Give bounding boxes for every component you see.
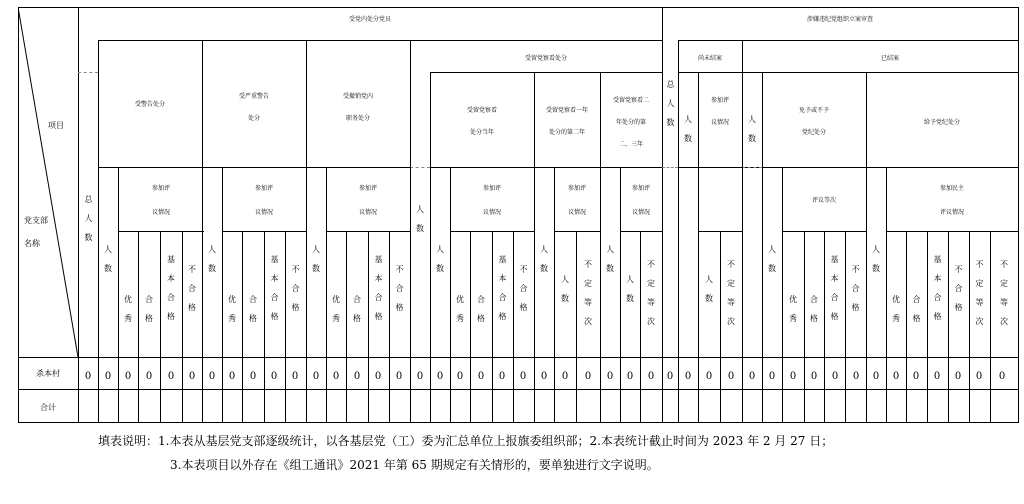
excellent-label: 优 秀	[124, 295, 132, 323]
probation-later-2: 年处分的第	[615, 119, 646, 126]
unqualified-label: 不 合 格	[519, 265, 528, 312]
cell-value: 0	[912, 371, 920, 382]
qualified-label: 合 格	[145, 295, 153, 323]
count-label: 人 数	[872, 245, 880, 273]
header-line	[554, 231, 600, 232]
total-count-label: 总 人 数	[84, 195, 93, 242]
cell-value: 0	[498, 371, 506, 382]
cell-value: 0	[933, 371, 941, 382]
header-line	[98, 167, 410, 168]
cell-value: 0	[208, 371, 216, 382]
row-label-total: 合计	[40, 403, 56, 412]
header-line	[678, 167, 1018, 168]
cell-value: 0	[456, 371, 464, 382]
probation-later-3: 二、三年	[618, 141, 643, 148]
fill-note-line-2: 3.本表项目以外存在《组工通讯》2021 年第 65 期规定有关情形的，要单独进行文字说明。	[170, 458, 659, 472]
diag-bottom-label-1: 党支部	[24, 216, 48, 225]
cell-value: 0	[975, 371, 983, 382]
basic-label: 基 本 合 格	[374, 255, 383, 321]
cell-value: 0	[561, 371, 569, 382]
unqualified-label: 不 合 格	[395, 265, 404, 312]
count-label: 人 数	[416, 205, 424, 233]
eval-header-2: 议情况	[254, 209, 273, 216]
removal-header-1: 受撤销党内	[342, 93, 373, 100]
cell-value: 0	[167, 371, 175, 382]
cell-value: 0	[666, 371, 674, 382]
probation-second-1: 受留党察看一年	[545, 107, 588, 114]
diag-top-label: 项目	[48, 121, 64, 130]
cell-value: 0	[584, 371, 592, 382]
not-graded-label: 不 定 等 次	[1000, 260, 1008, 326]
excellent-label: 优 秀	[892, 295, 900, 323]
cell-value: 0	[998, 371, 1006, 382]
count-label: 人 数	[104, 245, 112, 273]
cell-value: 0	[647, 371, 655, 382]
count-label: 人 数	[606, 245, 614, 273]
cell-value: 0	[872, 371, 880, 382]
participated-header-1: 参加民主	[939, 185, 964, 192]
fill-note-line-1: 填表说明：1.本表从基层党支部逐级统计，以各基层党（工）委为汇总单位上报旗委组织部；2.本表统计截止时间为 2023 年 2 月 27 日；	[98, 434, 834, 448]
eval-header-2: 议情况	[151, 209, 170, 216]
cell-value: 0	[188, 371, 196, 382]
cell-value: 0	[270, 371, 278, 382]
table-border-top	[18, 7, 1018, 8]
basic-label: 基 本 合 格	[167, 255, 175, 321]
cell-value: 0	[332, 371, 340, 382]
count-label: 人 数	[436, 245, 444, 273]
pending-eval-2: 议情况	[710, 119, 729, 126]
eval-header-2: 议情况	[631, 209, 650, 216]
group-disciplined-header: 受党内处分党员	[348, 16, 391, 23]
table-border-right	[1018, 7, 1019, 423]
basic-label: 基 本 合 格	[830, 255, 839, 321]
cell-value: 0	[374, 371, 382, 382]
cell-value: 0	[954, 371, 962, 382]
header-line	[678, 40, 1018, 41]
qualified-label: 合 格	[912, 295, 921, 323]
count-label: 人 数	[561, 275, 569, 303]
warning-header: 受警告处分	[134, 101, 165, 108]
pending-eval-1: 参加评	[710, 97, 729, 104]
cell-value: 0	[606, 371, 614, 382]
count-label: 人 数	[540, 245, 548, 273]
header-bottom-line	[18, 357, 1018, 358]
cell-value: 0	[727, 371, 735, 382]
cell-value: 0	[705, 371, 713, 382]
qualified-label: 合 格	[249, 295, 257, 323]
cell-value: 0	[353, 371, 361, 382]
probation-later-1: 受留党察看二	[612, 97, 649, 104]
excellent-label: 优 秀	[332, 295, 340, 323]
not-graded-label: 不 定 等 次	[584, 260, 592, 326]
cell-value: 0	[395, 371, 403, 382]
cell-value: 0	[789, 371, 797, 382]
basic-label: 基 本 合 格	[498, 255, 507, 321]
cell-value: 0	[852, 371, 860, 382]
dashed-line	[410, 167, 430, 168]
exempt-1: 免予或不予	[798, 107, 829, 114]
probation-current-1: 受留党察看	[466, 107, 497, 114]
cell-value: 0	[312, 371, 320, 382]
excellent-label: 优 秀	[228, 295, 236, 323]
eval-header-1: 参加评	[254, 185, 273, 192]
cell-value: 0	[477, 371, 485, 382]
dashed-line	[662, 167, 678, 168]
table-border-bottom	[18, 422, 1018, 423]
cell-value: 0	[84, 371, 92, 382]
count-label: 人 数	[705, 275, 713, 303]
cell-value: 0	[104, 371, 112, 382]
count-label: 人 数	[208, 245, 216, 273]
qualified-label: 合 格	[353, 295, 361, 323]
eval-header-1: 参加评	[151, 185, 170, 192]
count-label: 人 数	[768, 245, 776, 273]
diag-bottom-label-2: 名称	[24, 239, 40, 248]
header-line	[98, 40, 662, 41]
eval-header-1: 参加评	[482, 185, 501, 192]
group-divider-line	[662, 7, 663, 423]
cell-value: 0	[768, 371, 776, 382]
cell-value: 0	[540, 371, 548, 382]
count-label: 人 数	[748, 115, 756, 143]
serious-warning-header-1: 受严重警告	[238, 93, 269, 100]
eval-header-2: 议情况	[567, 209, 586, 216]
grade-header: 评议等次	[811, 197, 836, 204]
excellent-label: 优 秀	[789, 295, 797, 323]
header-line	[678, 72, 1018, 73]
header-line	[620, 231, 662, 232]
probation-second-2: 处分的第二年	[548, 129, 585, 136]
cell-value: 0	[228, 371, 236, 382]
col-line	[98, 40, 99, 423]
participated-header-2: 评议情况	[939, 209, 964, 216]
cell-value: 0	[684, 371, 692, 382]
unqualified-label: 不 合 格	[188, 265, 196, 312]
row-label-village: 杀本村	[36, 369, 60, 378]
basic-label: 基 本 合 格	[270, 255, 279, 321]
excellent-label: 优 秀	[456, 295, 464, 323]
cell-value: 0	[519, 371, 527, 382]
removal-header-2: 职务处分	[345, 115, 370, 122]
cell-value: 0	[145, 371, 153, 382]
count-label: 人 数	[312, 245, 320, 273]
col-line	[678, 40, 679, 423]
not-graded-label: 不 定 等 次	[647, 260, 655, 326]
cell-value: 0	[892, 371, 900, 382]
eval-header-2: 议情况	[358, 209, 377, 216]
dashed-line	[742, 167, 762, 168]
pending-header: 尚未结案	[697, 55, 722, 62]
probation-current-2: 处分当年	[469, 129, 494, 136]
unqualified-label: 不 合 格	[851, 265, 860, 312]
cell-value: 0	[124, 371, 132, 382]
cell-value: 0	[291, 371, 299, 382]
basic-label: 基 本 合 格	[933, 255, 942, 321]
qualified-label: 合 格	[810, 295, 818, 323]
cell-value: 0	[416, 371, 424, 382]
total-count-label-2: 总 人 数	[666, 80, 675, 127]
punished-header: 给予党纪处分	[923, 119, 960, 126]
cell-value: 0	[249, 371, 257, 382]
header-line	[118, 231, 204, 232]
eval-header-2: 议情况	[482, 209, 501, 216]
cell-value: 0	[626, 371, 634, 382]
diagonal-header-line	[18, 7, 79, 358]
closed-header: 已结案	[880, 55, 899, 62]
cell-value: 0	[748, 371, 756, 382]
serious-warning-header-2: 处分	[247, 115, 260, 122]
unqualified-label: 不 合 格	[291, 265, 300, 312]
not-graded-label: 不 定 等 次	[975, 260, 984, 326]
eval-header-1: 参加评	[358, 185, 377, 192]
group-suspected-header: 涉嫌违纪党组织立案审查	[806, 16, 873, 23]
count-label: 人 数	[626, 275, 634, 303]
cell-value: 0	[436, 371, 444, 382]
qualified-label: 合 格	[477, 295, 485, 323]
unqualified-label: 不 合 格	[954, 265, 963, 312]
cell-value: 0	[831, 371, 839, 382]
probation-header: 受留党察看处分	[524, 55, 567, 62]
header-line	[430, 72, 662, 73]
not-graded-label: 不 定 等 次	[727, 260, 735, 326]
eval-header-1: 参加评	[567, 185, 586, 192]
dashed-line	[78, 72, 98, 73]
eval-header-1: 参加评	[631, 185, 650, 192]
count-label: 人 数	[684, 115, 692, 143]
row-divider	[18, 389, 1018, 390]
cell-value: 0	[810, 371, 818, 382]
header-line	[430, 167, 662, 168]
col-line	[742, 40, 743, 423]
exempt-2: 党纪处分	[801, 129, 826, 136]
